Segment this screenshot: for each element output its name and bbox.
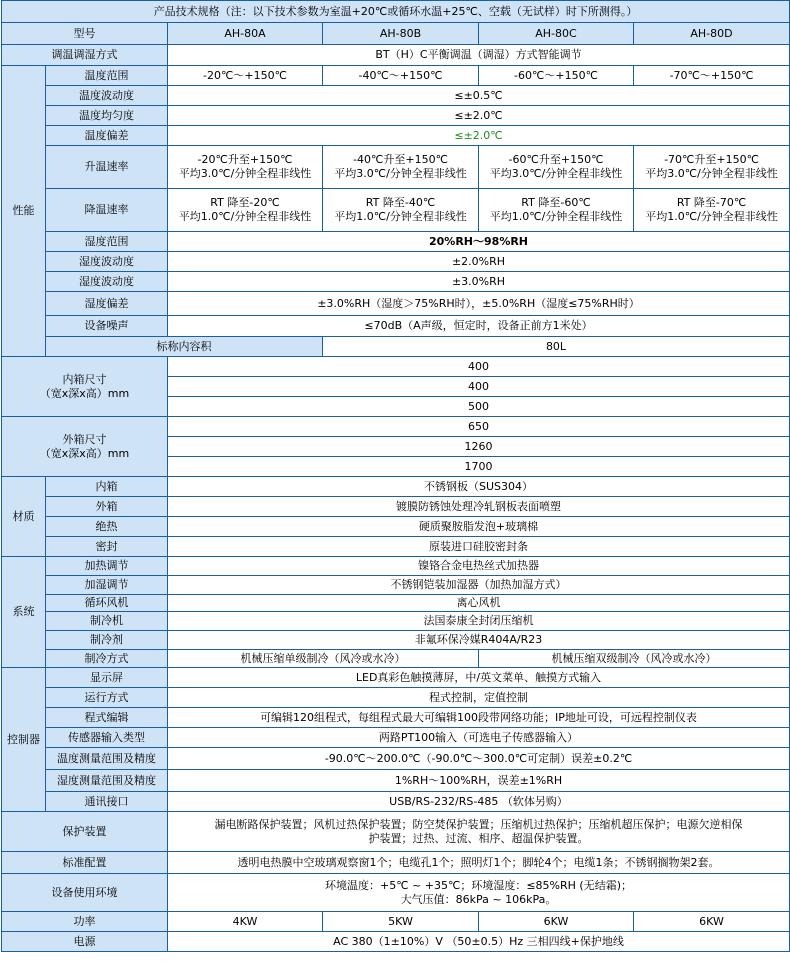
section-label-system: 系统	[2, 557, 46, 668]
row-value: 程式控制，定值控制	[168, 688, 790, 708]
row-label: 温度均匀度	[46, 106, 168, 126]
row-label: 传感器输入类型	[46, 728, 168, 748]
row-value: ≤±0.5℃	[168, 86, 790, 106]
cell-value: 6KW	[634, 912, 790, 932]
row-value: USB/RS-232/RS-485 （软体另购）	[168, 792, 790, 812]
cell-value: RT 降至-20℃ 平均1.0℃/分钟全程非线性	[168, 189, 323, 232]
cell-value: -40℃～+150℃	[323, 66, 479, 86]
row-value: 1700	[168, 457, 790, 477]
cell-value: -60℃升至+150℃ 平均3.0℃/分钟全程非线性	[479, 146, 634, 189]
row-value: 650	[168, 417, 790, 437]
row-label: 湿度范围	[46, 232, 168, 252]
row-label: 设备噪声	[46, 316, 168, 337]
row-value: 不锈钢铠装加湿器（加热加湿方式）	[168, 576, 790, 595]
row-label: 温度偏差	[46, 126, 168, 146]
row-label-outer-size: 外箱尺寸 （宽x深x高）mm	[2, 417, 168, 477]
row-value: 两路PT100输入（可选电子传感器输入）	[168, 728, 790, 748]
cell-value: -20℃～+150℃	[168, 66, 323, 86]
cell-value: RT 降至-60℃ 平均1.0℃/分钟全程非线性	[479, 189, 634, 232]
row-label: 加湿调节	[46, 576, 168, 595]
cell-value: -20℃升至+150℃ 平均3.0℃/分钟全程非线性	[168, 146, 323, 189]
cell-value: 6KW	[479, 912, 634, 932]
row-value: 漏电断路保护装置；风机过热保护装置；防空焚保护装置；压缩机过热保护；压缩机超压保护；电源欠逆相保 护装置；过热、过流、相序、超温保护装置。	[168, 812, 790, 852]
model-name: AH-80B	[323, 23, 479, 45]
row-value: 机械压缩单级制冷（风冷或水冷）	[168, 650, 479, 668]
row-value: 400	[168, 377, 790, 397]
row-value: 离心风机	[168, 595, 790, 612]
cell-value: -60℃～+150℃	[479, 66, 634, 86]
row-label: 绝热	[46, 517, 168, 537]
row-value: ≤±2.0℃	[168, 126, 790, 146]
row-label: 湿度波动度	[46, 272, 168, 292]
row-value: -90.0℃～200.0℃（-90.0℃～300.0℃可定制）误差±0.2℃	[168, 748, 790, 770]
row-value: 非氟环保冷媒R404A/R23	[168, 631, 790, 650]
row-label: 电源	[2, 932, 168, 952]
row-value: 500	[168, 397, 790, 417]
row-value: 透明电热膜中空玻璃观察窗1个；电缆孔1个；照明灯1个；脚轮4个；电缆1条；不锈钢搁物架2套。	[168, 852, 790, 874]
row-value: 镍铬合金电热丝式加热器	[168, 557, 790, 576]
row-value: 1%RH～100%RH，误差±1%RH	[168, 770, 790, 792]
row-label: 内箱	[46, 477, 168, 497]
row-value: 80L	[323, 337, 790, 357]
cell-value: 4KW	[168, 912, 323, 932]
row-label: 湿度波动度	[46, 252, 168, 272]
row-value: 机械压缩双级制冷（风冷或水冷）	[479, 650, 790, 668]
row-label: 功率	[2, 912, 168, 932]
row-label: 外箱	[46, 497, 168, 517]
row-label: 标称内容积	[46, 337, 323, 357]
row-label: 制冷方式	[46, 650, 168, 668]
row-value: AC 380（1±10%）V （50±0.5）Hz 三相四线+保护地线	[168, 932, 790, 952]
row-value: LED真彩色触摸薄屏，中/英文菜单、触摸方式输入	[168, 668, 790, 688]
row-label: 制冷剂	[46, 631, 168, 650]
row-label: 湿度测量范围及精度	[46, 770, 168, 792]
row-label: 温度范围	[46, 66, 168, 86]
row-label: 运行方式	[46, 688, 168, 708]
cell-value: RT 降至-40℃ 平均1.0℃/分钟全程非线性	[323, 189, 479, 232]
model-name: AH-80A	[168, 23, 323, 45]
row-label: 加热调节	[46, 557, 168, 576]
cell-value: -40℃升至+150℃ 平均3.0℃/分钟全程非线性	[323, 146, 479, 189]
row-label-inner-size: 内箱尺寸 （宽x深x高）mm	[2, 357, 168, 417]
row-label: 显示屏	[46, 668, 168, 688]
row-value: BT（H）C平衡调温（调湿）方式智能调节	[168, 45, 790, 66]
row-label: 温度波动度	[46, 86, 168, 106]
row-label: 湿度偏差	[46, 292, 168, 316]
row-value: 镀膜防锈蚀处理冷轧钢板表面喷塑	[168, 497, 790, 517]
row-label: 程式编辑	[46, 708, 168, 728]
row-value: ±3.0%RH（湿度＞75%RH时），±5.0%RH（湿度≤75%RH时）	[168, 292, 790, 316]
row-value: 不锈钢板（SUS304）	[168, 477, 790, 497]
cell-value: -70℃升至+150℃ 平均3.0℃/分钟全程非线性	[634, 146, 790, 189]
section-label-material: 材质	[2, 477, 46, 557]
row-label: 升温速率	[46, 146, 168, 189]
row-label: 通讯接口	[46, 792, 168, 812]
cell-value: -70℃～+150℃	[634, 66, 790, 86]
cell-value: 5KW	[323, 912, 479, 932]
spec-table	[1, 0, 790, 952]
row-value: 法国泰康全封闭压缩机	[168, 612, 790, 631]
table-caption: 产品技术规格（注：以下技术参数为室温+20℃或循环水温+25℃、空载（无试样）时下所测得。）	[2, 1, 790, 23]
section-label-performance: 性能	[2, 66, 46, 357]
row-value: 400	[168, 357, 790, 377]
model-name: AH-80C	[479, 23, 634, 45]
section-label-controller: 控制器	[2, 668, 46, 812]
row-value: 原装进口硅胶密封条	[168, 537, 790, 557]
row-label: 保护装置	[2, 812, 168, 852]
model-name: AH-80D	[634, 23, 790, 45]
row-label: 密封	[46, 537, 168, 557]
row-label: 温度测量范围及精度	[46, 748, 168, 770]
row-value: 可编辑120组程式，每组程式最大可编辑100段带网络功能；IP地址可设，可远程控制仪表	[168, 708, 790, 728]
row-value: ≤±2.0℃	[168, 106, 790, 126]
row-value: ±3.0%RH	[168, 272, 790, 292]
row-label: 降温速率	[46, 189, 168, 232]
row-label: 制冷机	[46, 612, 168, 631]
row-value: 环境温度：+5℃ ~ +35℃；环境湿度：≤85%RH (无结霜)； 大气压值：86kPa ~ 106kPa。	[168, 874, 790, 912]
row-value: ≤70dB（A声级，恒定时，设备正前方1米处）	[168, 316, 790, 337]
row-label: 标准配置	[2, 852, 168, 874]
model-header: 型号	[2, 23, 168, 45]
row-label: 设备使用环境	[2, 874, 168, 912]
row-value: 20%RH～98%RH	[168, 232, 790, 252]
row-value: 1260	[168, 437, 790, 457]
row-value: 硬质聚胺脂发泡+玻璃棉	[168, 517, 790, 537]
row-label: 调温调湿方式	[2, 45, 168, 66]
row-label: 循环风机	[46, 595, 168, 612]
cell-value: RT 降至-70℃ 平均1.0℃/分钟全程非线性	[634, 189, 790, 232]
row-value: ±2.0%RH	[168, 252, 790, 272]
